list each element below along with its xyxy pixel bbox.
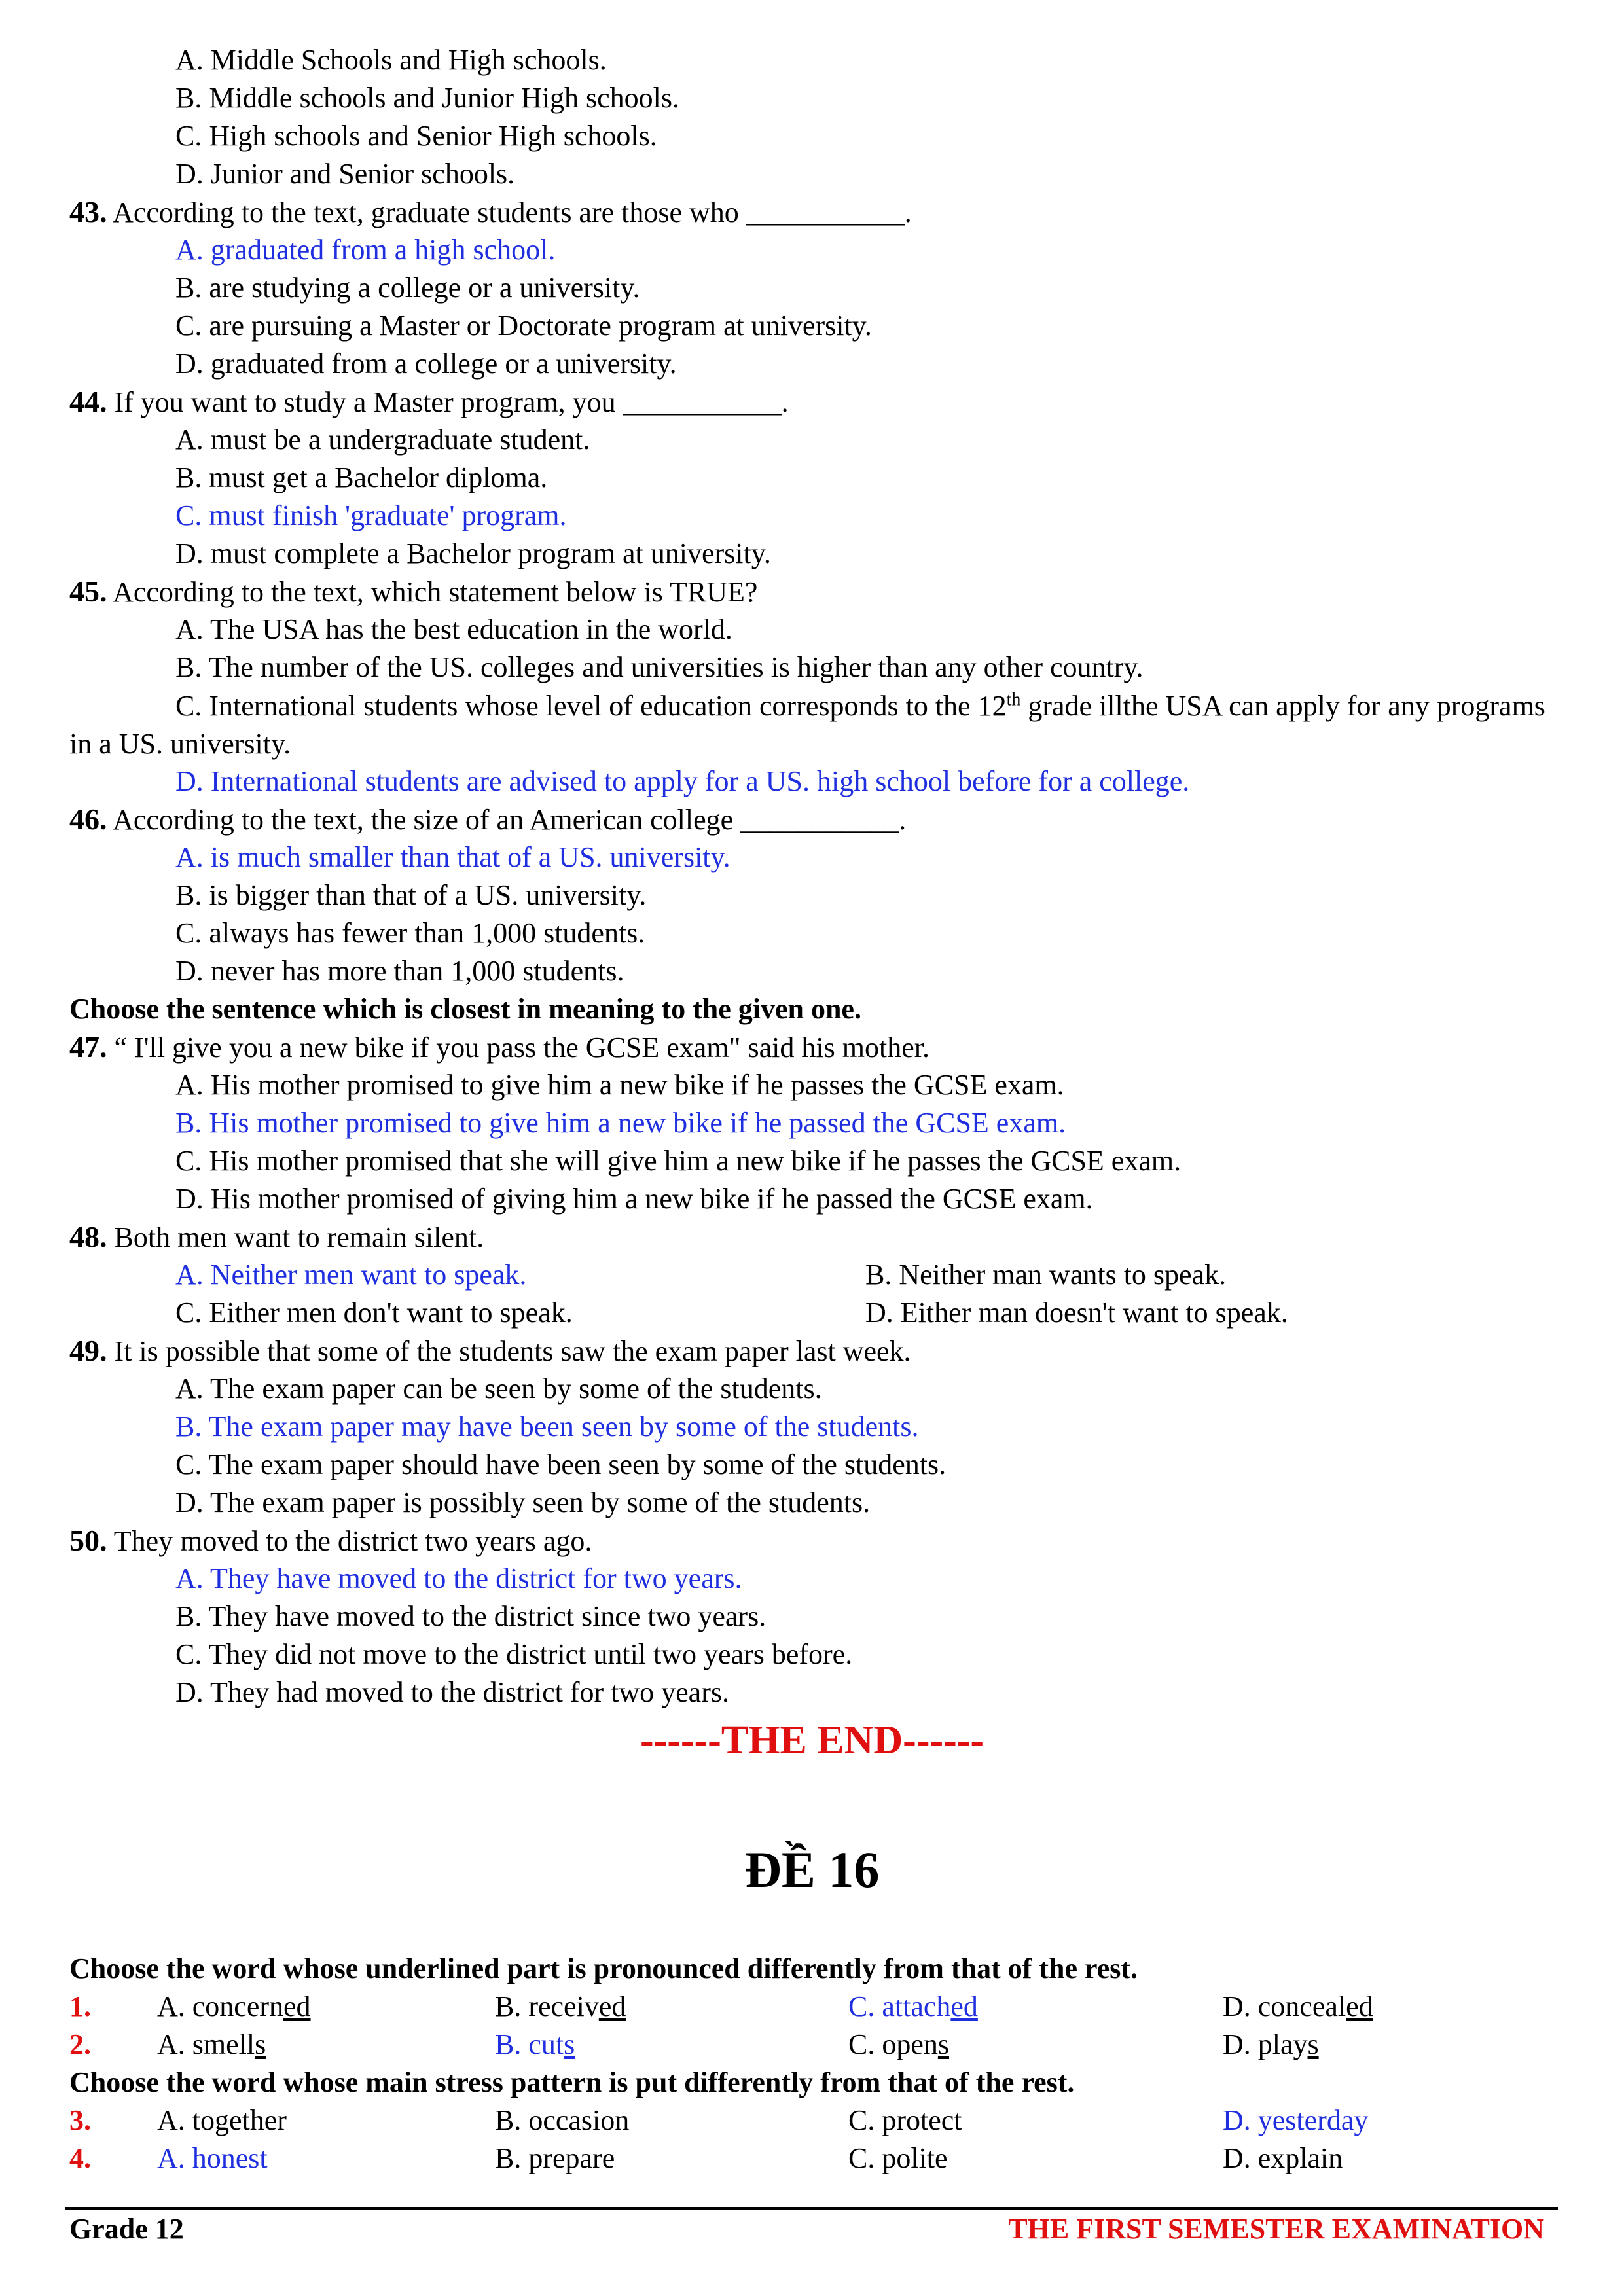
option: B. must get a Bachelor diploma.: [175, 461, 548, 493]
option-correct: B. His mother promised to give him a new bike if he passed the GCSE exam.: [175, 1107, 1066, 1139]
question-text: Both men want to remain silent.: [114, 1221, 484, 1253]
question-text: “ I'll give you a new bike if you pass the GCSE exam" said his mother.: [114, 1031, 929, 1064]
option: C. are pursuing a Master or Doctorate program at university.: [175, 310, 872, 342]
option: B. prepare: [495, 2142, 615, 2174]
footer-exam-title: THE FIRST SEMESTER EXAMINATION: [1008, 2213, 1544, 2245]
option-correct: B. cuts: [495, 2028, 575, 2060]
option: A. concerned: [157, 1990, 311, 2022]
section-heading: Choose the word whose main stress pattern is put differently from that of the rest.: [69, 2066, 1075, 2098]
option-correct: A. honest: [157, 2142, 268, 2174]
option: C. His mother promised that she will give him a new bike if he passes the GCSE exam.: [175, 1145, 1182, 1177]
option: B. Middle schools and Junior High schools.: [175, 82, 679, 114]
option-correct: B. The exam paper may have been seen by some of the students.: [175, 1410, 919, 1443]
option: D. The exam paper is possibly seen by some of the students.: [175, 1486, 871, 1518]
footer-rule: [65, 2207, 1558, 2210]
option: A. The USA has the best education in the world.: [175, 613, 732, 645]
option: B. received: [495, 1990, 626, 2022]
option-correct: A. is much smaller than that of a US. university.: [175, 841, 731, 873]
option: C. High schools and Senior High schools.: [175, 120, 657, 152]
the-end-banner: ------THE END------: [640, 1718, 984, 1763]
option: D. never has more than 1,000 students.: [175, 955, 624, 987]
question-number: 45.: [69, 575, 107, 608]
footer-grade: Grade 12: [69, 2213, 184, 2245]
option: D. His mother promised of giving him a new bike if he passed the GCSE exam.: [175, 1183, 1093, 1215]
option: A. The exam paper can be seen by some of the students.: [175, 1372, 822, 1405]
question-46: [69, 802, 906, 837]
option: D. graduated from a college or a university.: [175, 348, 677, 380]
question-number: 44.: [69, 385, 107, 418]
option: C. protect: [848, 2104, 962, 2136]
question-47: [69, 1030, 929, 1065]
question-number: 2.: [69, 2028, 91, 2060]
option: D. They had moved to the district for two years.: [175, 1676, 729, 1708]
option: C. opens: [848, 2028, 950, 2060]
option: B. They have moved to the district since two years.: [175, 1600, 767, 1632]
question-text: According to the text, which statement below is TRUE?: [113, 576, 758, 608]
option-correct: D. yesterday: [1223, 2104, 1369, 2136]
section-heading: Choose the sentence which is closest in meaning to the given one.: [69, 993, 861, 1025]
question-text: They moved to the district two years ago.: [113, 1525, 592, 1557]
option-correct: C. attached: [848, 1990, 978, 2022]
option: D. must complete a Bachelor program at university.: [175, 537, 771, 569]
question-number: 47.: [69, 1030, 107, 1064]
option: D. concealed: [1223, 1990, 1373, 2022]
question-text: According to the text, the size of an American college ___________.: [113, 804, 907, 836]
question-text: According to the text, graduate students are those who ___________.: [113, 196, 912, 228]
question-number: 4.: [69, 2142, 91, 2174]
option: B. The number of the US. colleges and universities is higher than any other country.: [175, 651, 1144, 683]
option-correct: A. graduated from a high school.: [175, 234, 556, 266]
question-49: [69, 1334, 911, 1369]
question-text: If you want to study a Master program, you ___________.: [114, 386, 789, 418]
option: A. Middle Schools and High schools.: [175, 44, 607, 76]
option-correct: C. must finish 'graduate' program.: [175, 499, 567, 531]
exam-title: ĐỀ 16: [744, 1841, 880, 1898]
question-number: 50.: [69, 1524, 107, 1557]
option: A. smells: [157, 2028, 266, 2060]
option: A. His mother promised to give him a new bike if he passes the GCSE exam.: [175, 1069, 1064, 1101]
question-45: [69, 575, 757, 609]
question-48: [69, 1220, 484, 1255]
option: B. Neither man wants to speak.: [865, 1259, 1227, 1291]
question-number: 43.: [69, 195, 107, 228]
question-43: [69, 195, 912, 230]
question-number: 1.: [69, 1990, 91, 2022]
option: D. plays: [1223, 2028, 1319, 2060]
question-number: 49.: [69, 1334, 107, 1367]
option: D. Either man doesn't want to speak.: [865, 1297, 1288, 1329]
option: B. occasion: [495, 2104, 630, 2136]
option: C. always has fewer than 1,000 students.: [175, 917, 645, 949]
question-text: It is possible that some of the students saw the exam paper last week.: [114, 1335, 911, 1367]
question-number: 48.: [69, 1220, 107, 1253]
option: B. is bigger than that of a US. university.: [175, 879, 647, 911]
option-correct: D. International students are advised to apply for a US. high school before for a college.: [175, 765, 1190, 797]
question-44: [69, 385, 789, 420]
option: C. The exam paper should have been seen by some of the students.: [175, 1448, 947, 1480]
option: D. Junior and Senior schools.: [175, 158, 515, 190]
option: C. They did not move to the district until two years before.: [175, 1638, 853, 1670]
question-number: 3.: [69, 2104, 91, 2136]
option: A. must be a undergraduate student.: [175, 423, 590, 456]
option-correct: A. They have moved to the district for two years.: [175, 1562, 742, 1594]
question-50: [69, 1524, 592, 1558]
option: C. Either men don't want to speak.: [175, 1297, 573, 1329]
option: C. polite: [848, 2142, 948, 2174]
option-correct: A. Neither men want to speak.: [175, 1259, 527, 1291]
option: D. explain: [1223, 2142, 1343, 2174]
question-number: 46.: [69, 802, 107, 836]
option: A. together: [157, 2104, 287, 2136]
option-wrapped: C. International students whose level of education corresponds to the 12th grade illthe USA can apply for any programs in a US. university.: [69, 689, 1545, 760]
section-heading: Choose the word whose underlined part is pronounced differently from that of the rest.: [69, 1952, 1138, 1984]
option: B. are studying a college or a university.: [175, 272, 640, 304]
